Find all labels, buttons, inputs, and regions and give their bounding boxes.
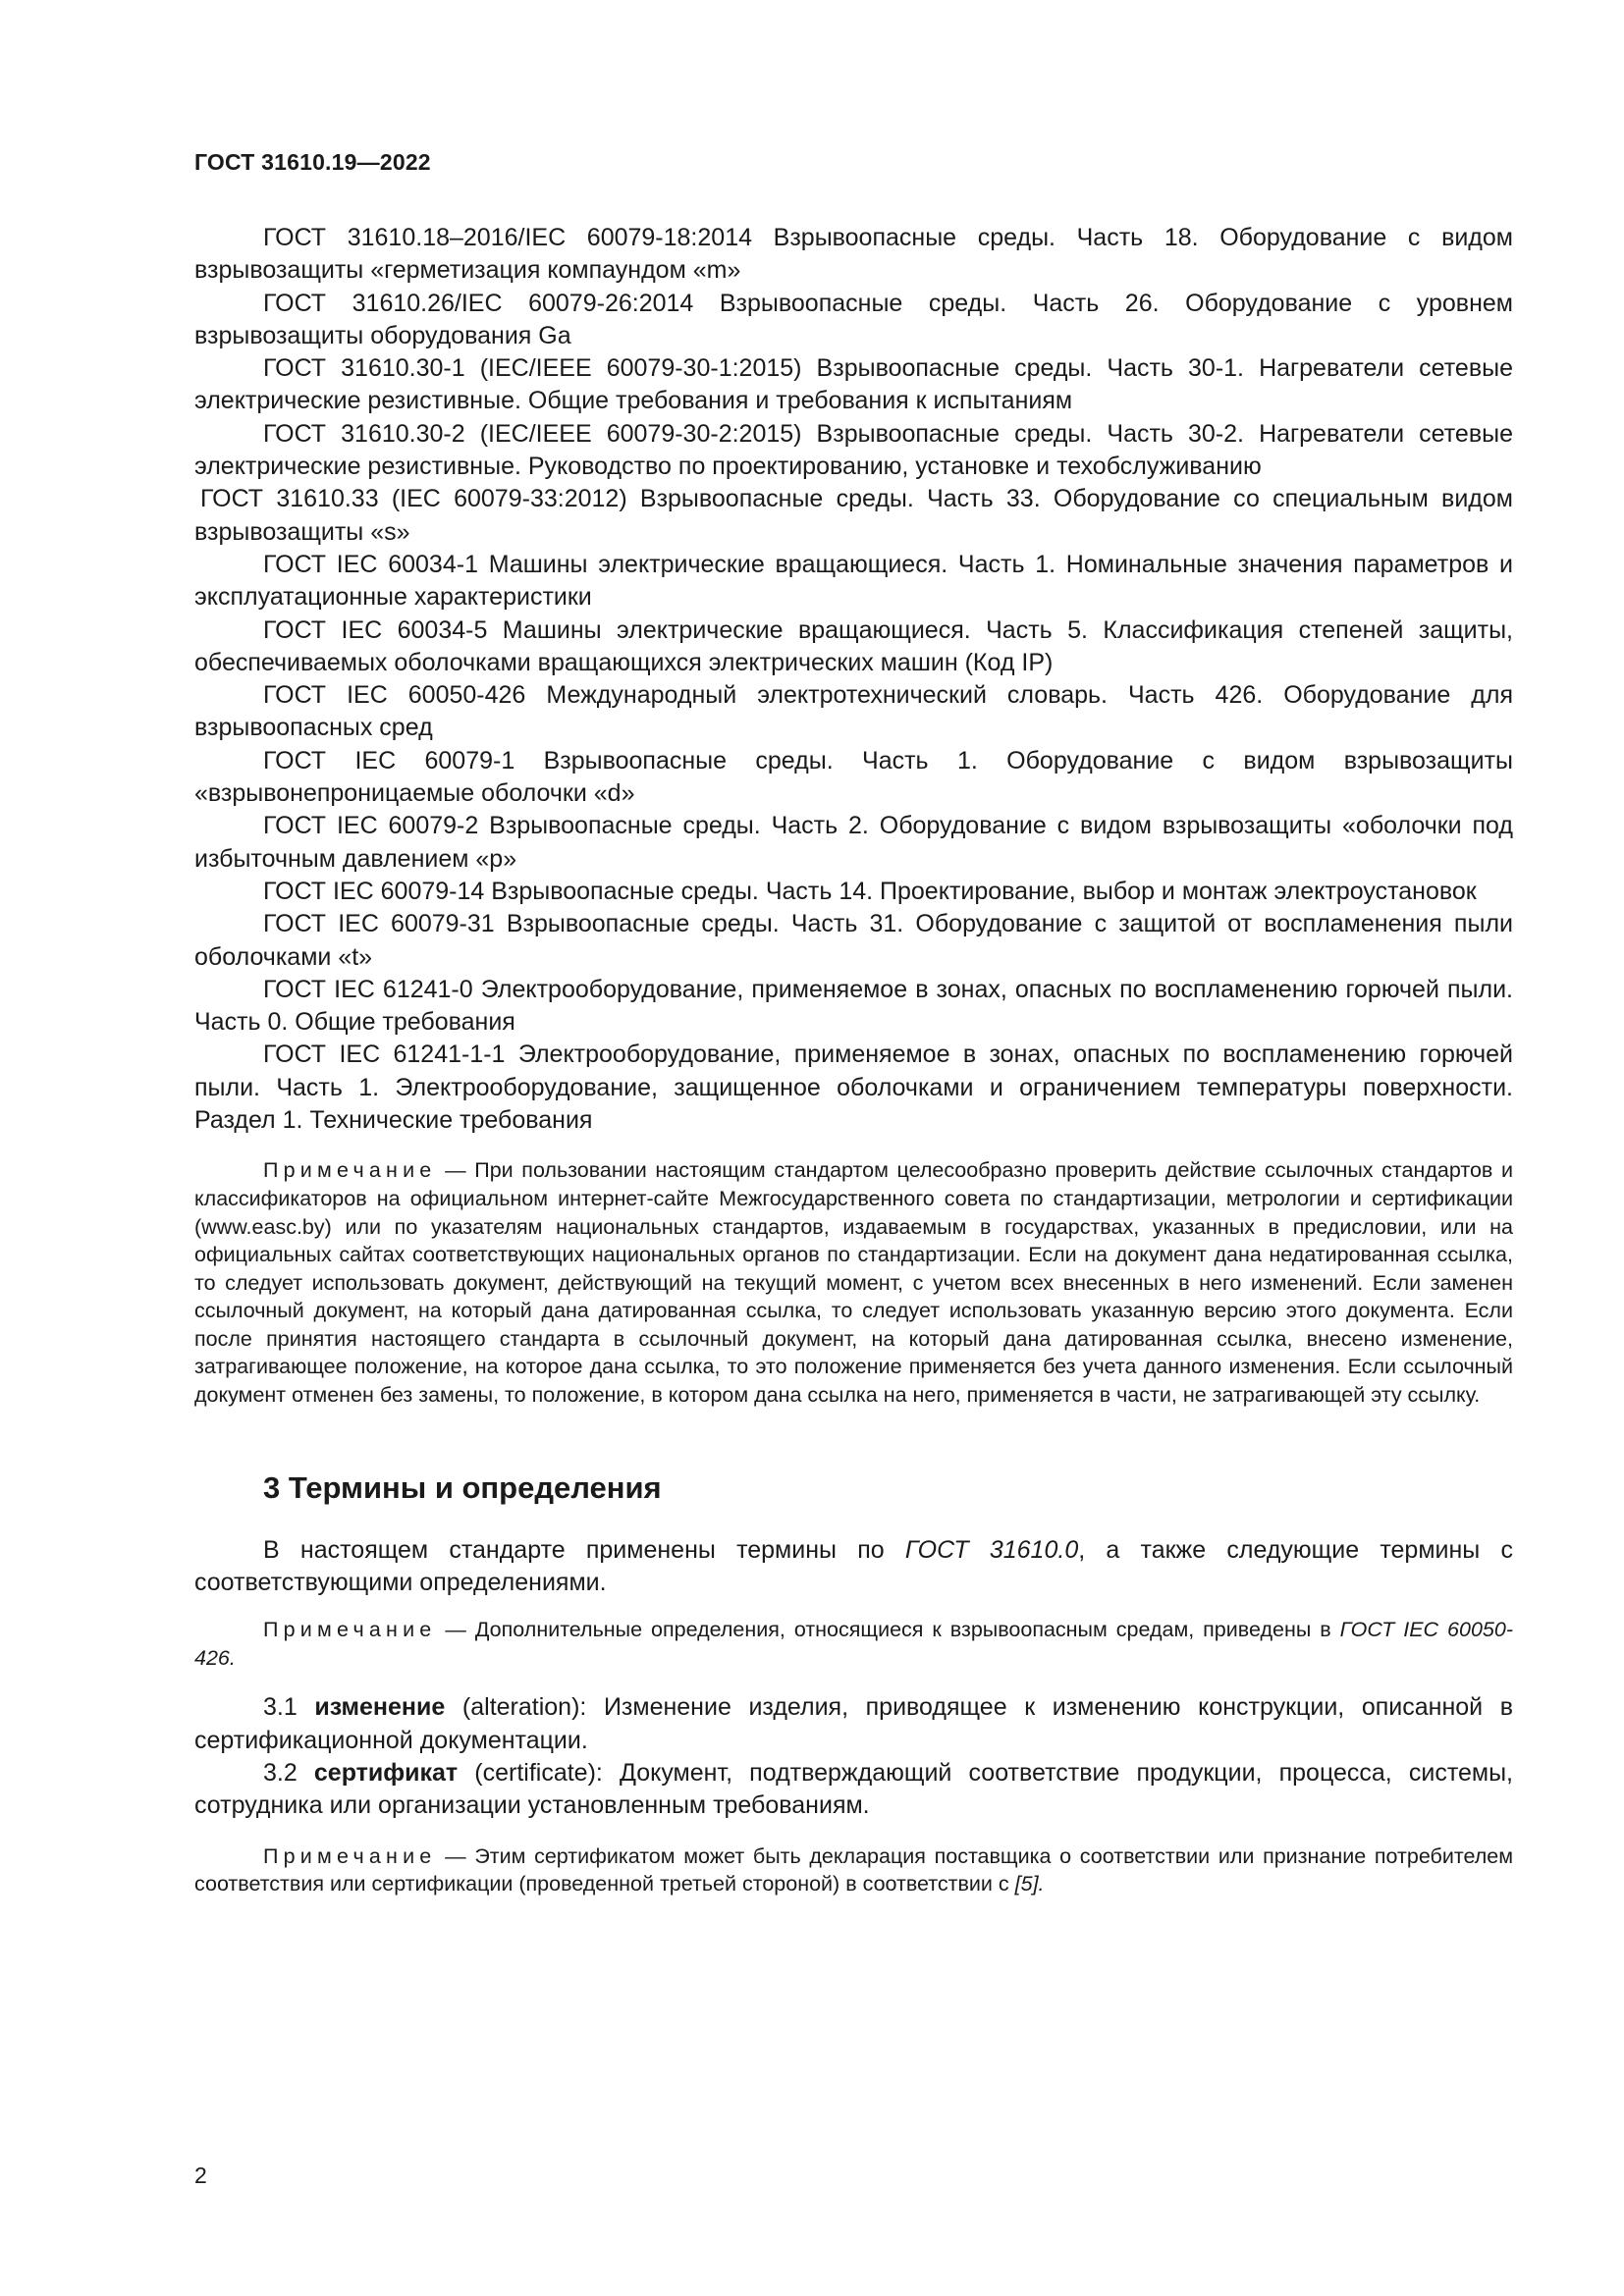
note-certificate [194, 1842, 1513, 1898]
reference-item: ГОСТ IEC 60034-5 Машины электрические вращающиеся. Часть 5. Классификация степеней защиты, обеспечиваемых оболочками вращающихся электрических машин (Код IP) [194, 615, 1513, 676]
reference-item: ГОСТ IEC 60034-1 Машины электрические вращающиеся. Часть 1. Номинальные значения параметров и эксплуатационные характеристики [194, 550, 1513, 612]
term-number: 3.2 [263, 1759, 314, 1788]
note-text: — Этим сертификатом может быть декларация поставщика о соответствии или признание потребителем соответствия или сертификации (проведенной третьей стороной) в соответствии с [194, 1843, 1513, 1896]
term-alteration [194, 1691, 1513, 1757]
note-reference: ГОСТ IEC 60050-426. [194, 1618, 1513, 1670]
reference-item: ГОСТ 31610.18–2016/IEC 60079-18:2014 Взрывоопасные среды. Часть 18. Оборудование с видом взрывозащиты «герметизация компаундом «m» [194, 224, 1513, 285]
term-number: 3.1 [263, 1693, 315, 1722]
reference-item: ГОСТ IEC 60079-14 Взрывоопасные среды. Часть 14. Проектирование, выбор и монтаж электроустановок [263, 877, 1477, 905]
note-definitions [194, 1616, 1513, 1672]
term-certificate [194, 1757, 1513, 1823]
term-definition: (alteration): Изменение изделия, приводящее к изменению конструкции, описанной в сертификационной документации. [194, 1693, 1513, 1754]
note-text: — При пользовании настоящим стандартом целесообразно проверить действие ссылочных стандартов и классификаторов на официальном интернет-сайте Межгосударственного совета по стандартизации, метрологии и сертификации (www.easc.by) или по указателям национальных стандартов, издаваемым в государствах, указанных в предисловии, или на официальных сайтах соответствующих национальных органов по стандартизации. Если на документ дана недатированная ссылка, то следует использовать документ, действующий на текущий момент, с учетом всех внесенных в него изменений. Если заменен ссылочный документ, на который дана датированная ссылка, то следует использовать указанную версию этого документа. Если после принятия настоящего стандарта в ссылочный документ, на который дана датированная ссылка, внесено изменение, затрагивающее положение, на которое дана ссылка, то это положение применяется без учета данного изменения. Если ссылочный документ отменен без замены, то положение, в котором дана ссылка на него, применяется в части, не затрагивающей эту ссылку. [194, 1158, 1513, 1408]
section-intro [194, 1534, 1513, 1600]
reference-item: ГОСТ 31610.30-2 (IEC/IEEE 60079-30-2:2015) Взрывоопасные среды. Часть 30-2. Нагреватели сетевые электрические резистивные. Руководство по проектированию, установке и техобслуживанию [194, 419, 1513, 481]
reference-item: ГОСТ IEC 61241-1-1 Электрооборудование, применяемое в зонах, опасных по воспламенению горючей пыли. Часть 1. Электрооборудование, защищенное оболочками и ограничением температуры поверхности. Раздел 1. Технические требования [194, 1041, 1513, 1135]
note-label: Примечание [263, 1618, 437, 1642]
references-list [194, 222, 1513, 1137]
page-body [194, 222, 1513, 1898]
section-title: 3 Термины и определения [263, 1469, 662, 1505]
reference-item: ГОСТ 31610.26/IEC 60079-26:2014 Взрывоопасные среды. Часть 26. Оборудование с уровнем взрывозащиты оборудования Ga [194, 289, 1513, 349]
reference-item: ГОСТ IEC 60050-426 Международный электротехнический словарь. Часть 426. Оборудование для взрывоопасных сред [194, 681, 1513, 742]
term-word: сертификат [313, 1759, 459, 1788]
note-label: Примечание [263, 1843, 437, 1868]
note-label: Примечание [263, 1158, 437, 1183]
note-references [194, 1156, 1513, 1409]
reference-item: ГОСТ IEC 60079-2 Взрывоопасные среды. Часть 2. Оборудование с видом взрывозащиты «оболочки под избыточным давлением «p» [194, 812, 1513, 873]
note-reference: [5]. [1014, 1872, 1045, 1896]
term-word: изменение [314, 1693, 446, 1722]
reference-item: ГОСТ 31610.33 (IEC 60079-33:2012) Взрывоопасные среды. Часть 33. Оборудование со специальным видом взрывозащиты «s» [194, 485, 1513, 546]
intro-reference: ГОСТ 31610.0 [904, 1535, 1079, 1564]
reference-item: ГОСТ IEC 61241-0 Электрооборудование, применяемое в зонах, опасных по воспламенению горючей пыли. Часть 0. Общие требования [194, 975, 1513, 1037]
term-definition: (certificate): Документ, подтверждающий соответствие продукции, процесса, системы, сотрудника или организации установленным требованиям. [194, 1759, 1514, 1820]
reference-item: ГОСТ IEC 60079-31 Взрывоопасные среды. Часть 31. Оборудование с защитой от воспламенения пыли оболочками «t» [194, 910, 1513, 971]
document-code-header: ГОСТ 31610.19—2022 [194, 149, 431, 175]
intro-text: В настоящем стандарте применены термины по [263, 1535, 905, 1564]
reference-item: ГОСТ IEC 60079-1 Взрывоопасные среды. Часть 1. Оборудование с видом взрывозащиты «взрывонепроницаемые оболочки «d» [194, 746, 1513, 808]
intro-text-end: , а также следующие термины с соответствующими определениями. [194, 1535, 1513, 1596]
note-text: — Дополнительные определения, относящиеся к взрывоопасным средам, приведены в [436, 1618, 1340, 1642]
page-number: 2 [194, 2163, 207, 2188]
reference-item: ГОСТ 31610.30-1 (IEC/IEEE 60079-30-1:2015) Взрывоопасные среды. Часть 30-1. Нагреватели сетевые электрические резистивные. Общие требования и требования к испытаниям [194, 354, 1513, 415]
